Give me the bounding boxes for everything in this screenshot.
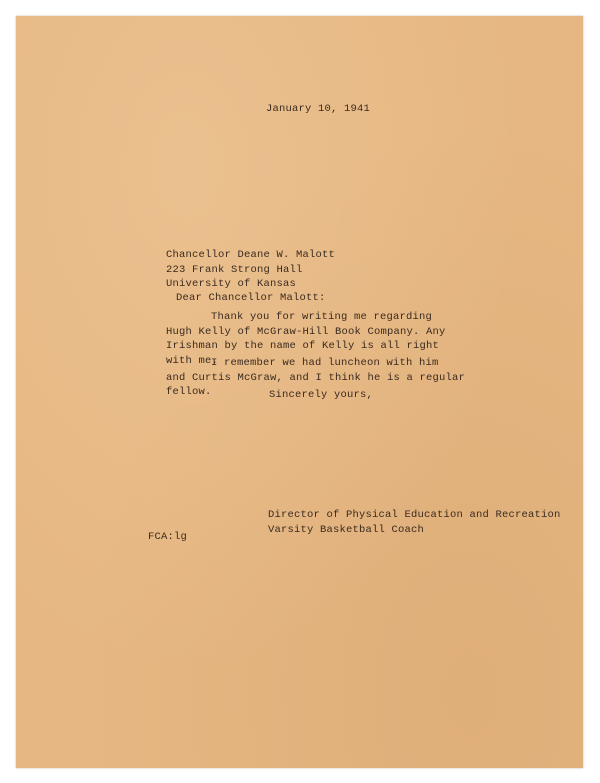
signature-block	[268, 508, 561, 537]
recipient-name: Chancellor Deane W. Malott	[166, 249, 336, 261]
signature-title-line1: Director of Physical Education and Recreation	[268, 509, 561, 521]
paragraph-2-line-2: and Curtis McGraw, and I think he is a regular	[166, 371, 466, 384]
signature-title-line2: Varsity Basketball Coach	[268, 523, 425, 536]
closing: Sincerely yours,	[269, 389, 374, 401]
paragraph-1-line-4: with me.	[166, 354, 219, 367]
letter-date: January 10, 1941	[266, 103, 371, 115]
paragraph-1-line-3: Irishman by the name of Kelly is all right	[166, 340, 440, 352]
paragraph-2-line-3: fellow.	[166, 386, 212, 398]
paragraph-2-line-1: I remember we had luncheon with him	[211, 357, 439, 369]
paragraph-1-line-1: Thank you for writing me regarding	[211, 311, 433, 323]
paragraph-1-line-2: Hugh Kelly of McGraw-Hill Book Company. Any	[166, 325, 446, 338]
recipient-address	[166, 248, 335, 292]
letter-page	[16, 16, 583, 768]
recipient-address-line2: University of Kansas	[166, 278, 297, 290]
salutation: Dear Chancellor Malott:	[176, 292, 326, 304]
recipient-address-line1: 223 Frank Strong Hall	[166, 263, 303, 276]
typist-initials: FCA:lg	[148, 531, 188, 543]
